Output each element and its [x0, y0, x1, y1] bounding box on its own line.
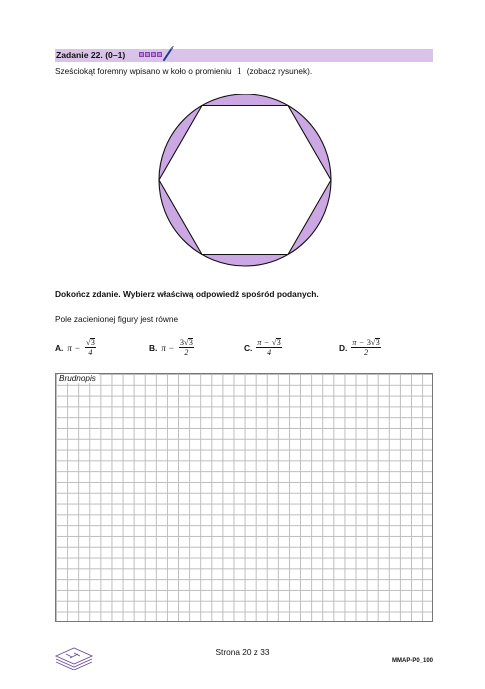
pi-symbol: π: [352, 338, 357, 347]
question-stem: Pole zacienionej figury jest równe: [55, 314, 179, 324]
exam-code: MMAP-P0_100: [391, 658, 433, 664]
page-number: Strona 20 z 33: [215, 647, 270, 657]
option-b[interactable]: [149, 338, 194, 357]
denominator: 4: [267, 348, 272, 357]
denominator: 4: [88, 348, 93, 357]
circle-hexagon-figure: [155, 94, 335, 274]
score-boxes: [139, 52, 162, 57]
radicand: 3: [188, 338, 193, 347]
pi-symbol: π: [161, 342, 166, 353]
option-letter: A.: [55, 342, 64, 353]
option-letter: D.: [339, 342, 348, 353]
option-c[interactable]: [244, 338, 282, 357]
denominator: 2: [364, 348, 369, 357]
radicand: 3: [90, 338, 95, 347]
pi-symbol: π: [257, 338, 262, 347]
option-b-expression: π − 3 √ 3 2: [161, 338, 193, 357]
option-d-expression: π − 3 √ 3 2: [352, 338, 380, 357]
coefficient: 3: [366, 338, 371, 347]
radius-value: 1: [236, 66, 242, 76]
option-a[interactable]: [55, 338, 96, 357]
task-text-after: (zobacz rysunek).: [246, 66, 313, 76]
scratch-label: Brudnopis: [58, 374, 99, 383]
option-d[interactable]: [339, 338, 381, 357]
denominator: 2: [184, 348, 189, 357]
radicand: 3: [375, 338, 380, 347]
task-text-main: Sześciokąt foremny wpisano w koło o promieniu: [55, 66, 232, 76]
pi-symbol: π: [67, 342, 72, 353]
pen-icon: [162, 46, 174, 62]
option-letter: C.: [244, 342, 253, 353]
option-a-expression: π − √ 3 4: [67, 338, 95, 357]
instruction: Dokończ zdanie. Wybierz właściwą odpowiedź spośród podanych.: [55, 289, 319, 299]
scratch-grid[interactable]: [55, 373, 433, 622]
radicand: 3: [276, 338, 281, 347]
option-c-expression: π − √ 3 4: [257, 338, 281, 357]
coefficient: 3: [179, 338, 184, 347]
option-letter: B.: [149, 342, 158, 353]
task-title: Zadanie 22. (0–1): [56, 50, 126, 60]
task-text: [55, 66, 312, 76]
